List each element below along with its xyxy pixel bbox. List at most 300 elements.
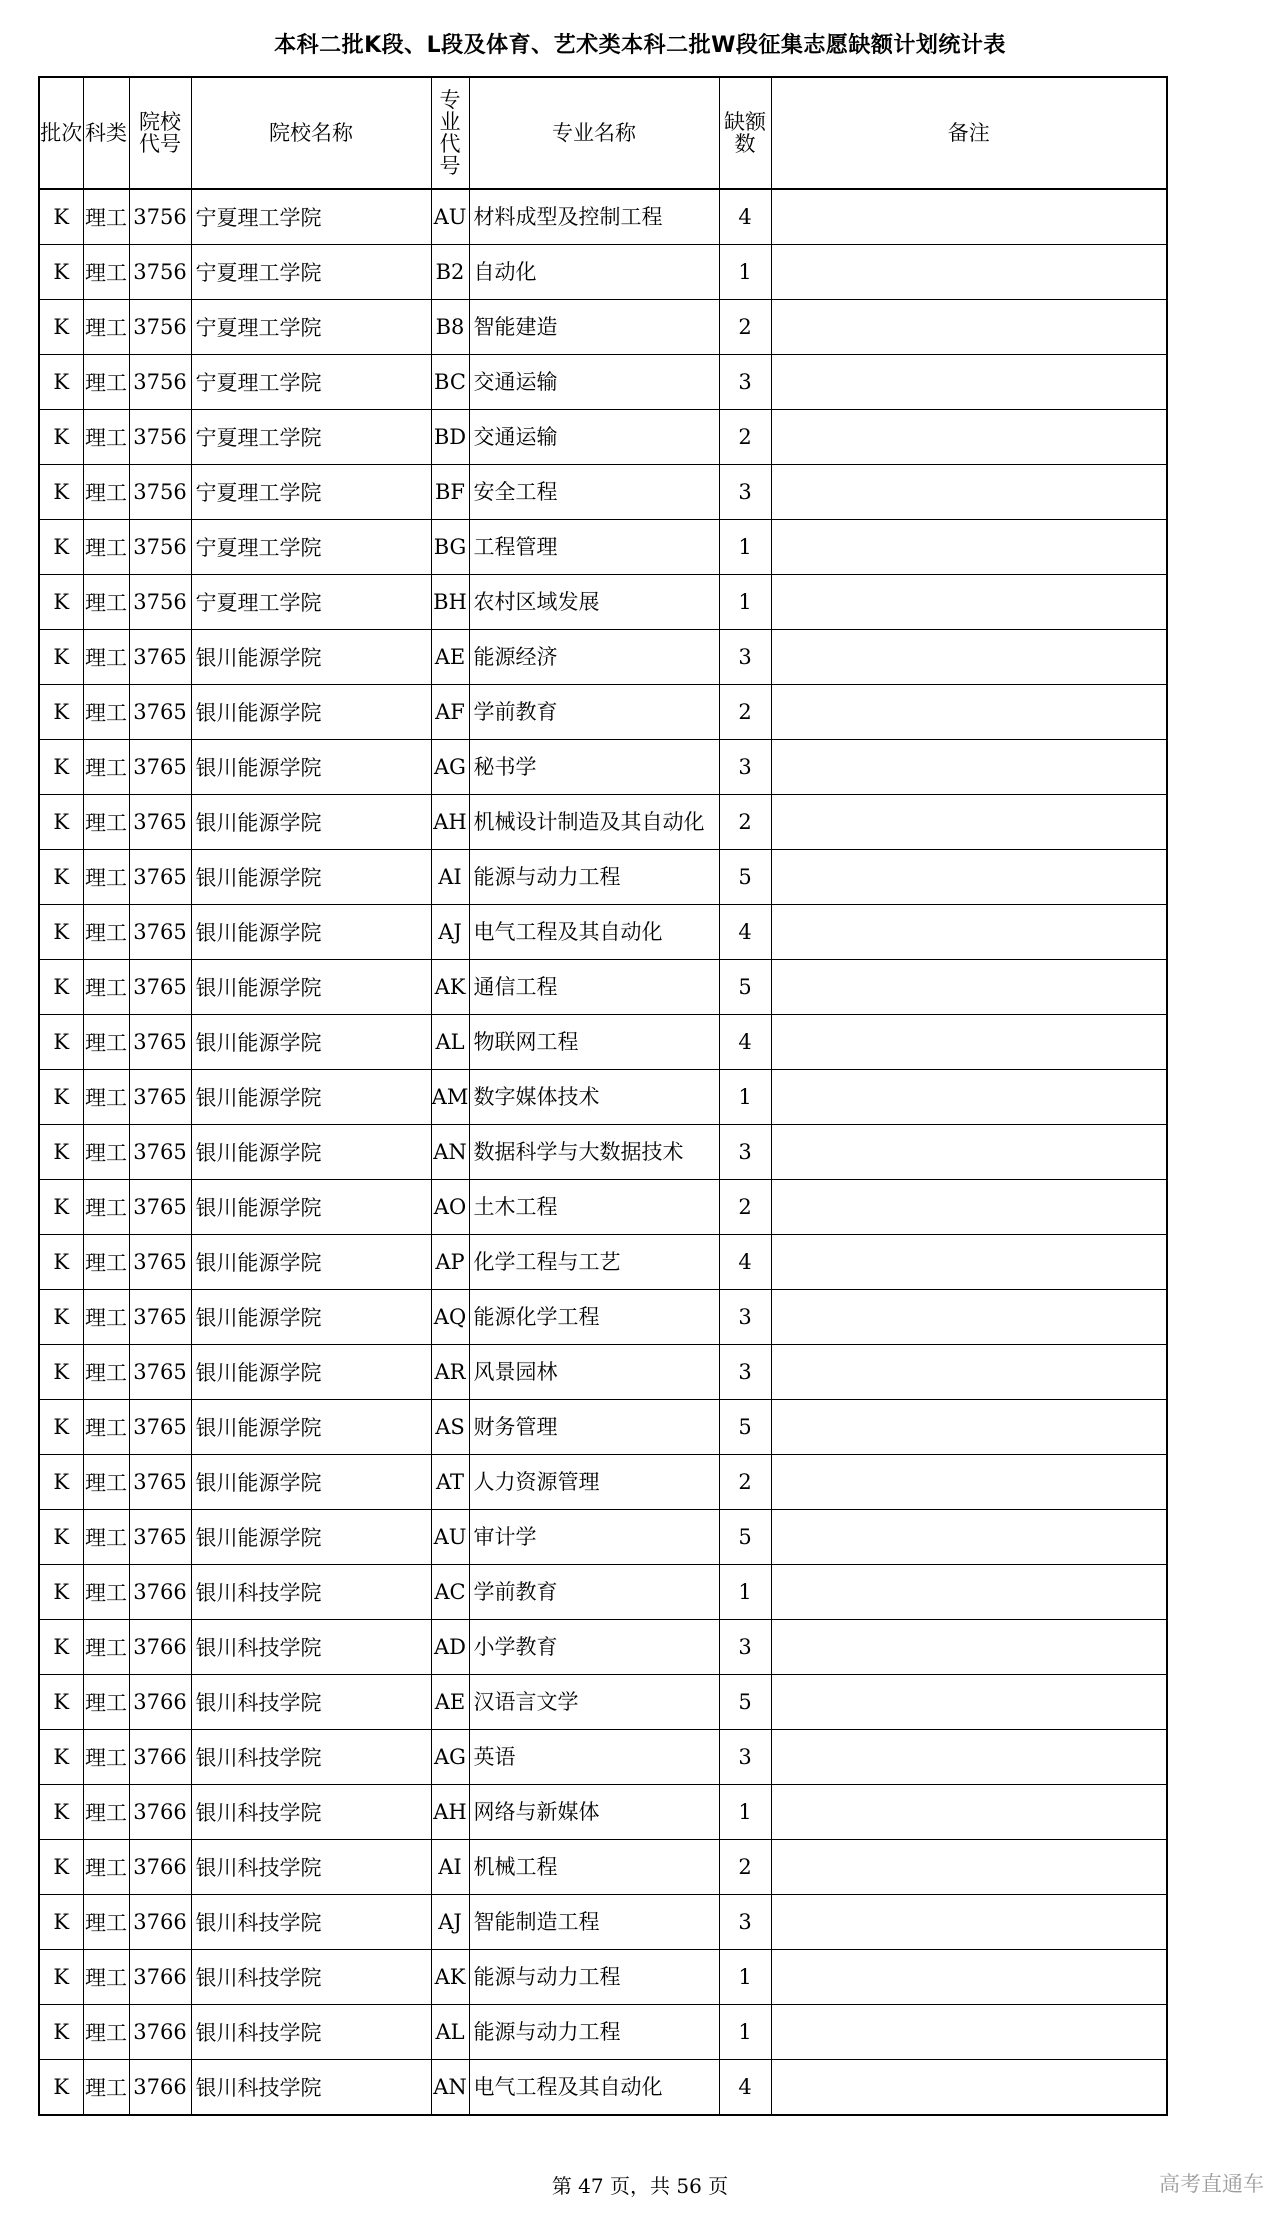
cell-school-code: 3765 <box>129 740 191 795</box>
cell-major-code: AU <box>431 1510 469 1565</box>
cell-category: 理工 <box>83 1180 129 1235</box>
cell-major-name: 能源经济 <box>469 630 719 685</box>
cell-batch: K <box>39 1345 83 1400</box>
cell-remark <box>771 2060 1167 2116</box>
cell-category: 理工 <box>83 1675 129 1730</box>
cell-batch: K <box>39 905 83 960</box>
cell-remark <box>771 1675 1167 1730</box>
cell-batch: K <box>39 1235 83 1290</box>
cell-school-name: 宁夏理工学院 <box>191 189 431 245</box>
cell-school-name: 银川科技学院 <box>191 1950 431 2005</box>
cell-school-name: 宁夏理工学院 <box>191 355 431 410</box>
document-title: 本科二批K段、L段及体育、艺术类本科二批W段征集志愿缺额计划统计表 <box>274 33 1006 58</box>
cell-category: 理工 <box>83 1785 129 1840</box>
vacancy-table <box>38 76 1168 2116</box>
cell-school-code: 3766 <box>129 1620 191 1675</box>
cell-category: 理工 <box>83 630 129 685</box>
cell-major-name: 数字媒体技术 <box>469 1070 719 1125</box>
cell-batch: K <box>39 520 83 575</box>
table-body <box>39 189 1167 2115</box>
cell-major-code: BC <box>431 355 469 410</box>
cell-major-code: AN <box>431 1125 469 1180</box>
table-row <box>39 1235 1167 1290</box>
cell-major-code: AC <box>431 1565 469 1620</box>
cell-school-name: 银川能源学院 <box>191 685 431 740</box>
table-row <box>39 1785 1167 1840</box>
cell-school-code: 3766 <box>129 1675 191 1730</box>
cell-school-name: 银川科技学院 <box>191 2060 431 2116</box>
cell-major-name: 通信工程 <box>469 960 719 1015</box>
cell-major-name: 机械设计制造及其自动化 <box>469 795 719 850</box>
cell-school-code: 3765 <box>129 905 191 960</box>
cell-major-code: B8 <box>431 300 469 355</box>
cell-vacancy: 3 <box>719 1620 771 1675</box>
cell-major-code: AU <box>431 189 469 245</box>
cell-batch: K <box>39 1675 83 1730</box>
cell-vacancy: 4 <box>719 1235 771 1290</box>
cell-major-code: BF <box>431 465 469 520</box>
table-row <box>39 1950 1167 2005</box>
cell-batch: K <box>39 1785 83 1840</box>
cell-school-name: 银川能源学院 <box>191 1455 431 1510</box>
table-row <box>39 2005 1167 2060</box>
cell-major-code: AG <box>431 740 469 795</box>
cell-vacancy: 2 <box>719 795 771 850</box>
cell-remark <box>771 1785 1167 1840</box>
cell-remark <box>771 1455 1167 1510</box>
cell-remark <box>771 1290 1167 1345</box>
cell-major-code: AR <box>431 1345 469 1400</box>
header-remark: 备注 <box>771 77 1167 189</box>
cell-category: 理工 <box>83 1950 129 2005</box>
cell-major-code: AJ <box>431 1895 469 1950</box>
cell-vacancy: 3 <box>719 1125 771 1180</box>
cell-major-name: 学前教育 <box>469 685 719 740</box>
cell-vacancy: 1 <box>719 520 771 575</box>
cell-batch: K <box>39 1070 83 1125</box>
cell-school-code: 3756 <box>129 520 191 575</box>
cell-remark <box>771 1950 1167 2005</box>
cell-category: 理工 <box>83 1840 129 1895</box>
cell-school-code: 3765 <box>129 850 191 905</box>
cell-major-name: 工程管理 <box>469 520 719 575</box>
table-row <box>39 905 1167 960</box>
cell-batch: K <box>39 575 83 630</box>
cell-school-name: 银川能源学院 <box>191 960 431 1015</box>
cell-school-code: 3765 <box>129 630 191 685</box>
cell-remark <box>771 1565 1167 1620</box>
cell-major-code: AS <box>431 1400 469 1455</box>
table-row <box>39 1180 1167 1235</box>
cell-major-name: 学前教育 <box>469 1565 719 1620</box>
cell-school-code: 3765 <box>129 1455 191 1510</box>
table-row <box>39 1455 1167 1510</box>
header-school-name: 院校名称 <box>191 77 431 189</box>
cell-category: 理工 <box>83 1455 129 1510</box>
table-row <box>39 850 1167 905</box>
cell-batch: K <box>39 300 83 355</box>
cell-school-name: 银川能源学院 <box>191 1125 431 1180</box>
cell-major-code: AJ <box>431 905 469 960</box>
cell-remark <box>771 575 1167 630</box>
cell-major-name: 审计学 <box>469 1510 719 1565</box>
cell-major-code: AL <box>431 2005 469 2060</box>
cell-major-name: 数据科学与大数据技术 <box>469 1125 719 1180</box>
cell-category: 理工 <box>83 740 129 795</box>
cell-school-name: 银川能源学院 <box>191 1345 431 1400</box>
cell-remark <box>771 1015 1167 1070</box>
table-row <box>39 410 1167 465</box>
cell-major-name: 汉语言文学 <box>469 1675 719 1730</box>
cell-remark <box>771 630 1167 685</box>
cell-school-code: 3756 <box>129 465 191 520</box>
cell-category: 理工 <box>83 795 129 850</box>
cell-category: 理工 <box>83 410 129 465</box>
cell-batch: K <box>39 685 83 740</box>
cell-category: 理工 <box>83 850 129 905</box>
cell-batch: K <box>39 795 83 850</box>
cell-vacancy: 4 <box>719 1015 771 1070</box>
cell-batch: K <box>39 355 83 410</box>
cell-batch: K <box>39 189 83 245</box>
cell-school-code: 3765 <box>129 1345 191 1400</box>
cell-school-name: 银川能源学院 <box>191 1235 431 1290</box>
cell-major-name: 智能制造工程 <box>469 1895 719 1950</box>
cell-school-code: 3765 <box>129 960 191 1015</box>
cell-remark <box>771 2005 1167 2060</box>
cell-major-code: BH <box>431 575 469 630</box>
cell-school-name: 银川科技学院 <box>191 1840 431 1895</box>
cell-school-code: 3756 <box>129 410 191 465</box>
cell-school-name: 银川能源学院 <box>191 1070 431 1125</box>
cell-category: 理工 <box>83 2060 129 2116</box>
cell-vacancy: 1 <box>719 1070 771 1125</box>
table-row <box>39 1510 1167 1565</box>
cell-school-code: 3765 <box>129 1180 191 1235</box>
cell-batch: K <box>39 2005 83 2060</box>
cell-school-code: 3765 <box>129 1125 191 1180</box>
cell-vacancy: 3 <box>719 1895 771 1950</box>
cell-major-name: 智能建造 <box>469 300 719 355</box>
table-row <box>39 1070 1167 1125</box>
cell-major-code: AK <box>431 960 469 1015</box>
cell-school-name: 银川科技学院 <box>191 1895 431 1950</box>
cell-school-name: 银川能源学院 <box>191 1510 431 1565</box>
cell-major-code: AI <box>431 850 469 905</box>
cell-major-name: 风景园林 <box>469 1345 719 1400</box>
table-row <box>39 630 1167 685</box>
cell-vacancy: 1 <box>719 245 771 300</box>
cell-batch: K <box>39 1290 83 1345</box>
cell-school-code: 3766 <box>129 1785 191 1840</box>
cell-school-code: 3756 <box>129 300 191 355</box>
header-major-code: 专业代号 <box>431 77 469 189</box>
cell-major-name: 能源化学工程 <box>469 1290 719 1345</box>
cell-remark <box>771 685 1167 740</box>
table-row <box>39 355 1167 410</box>
cell-remark <box>771 1345 1167 1400</box>
cell-major-name: 秘书学 <box>469 740 719 795</box>
cell-major-code: AG <box>431 1730 469 1785</box>
cell-remark <box>771 1730 1167 1785</box>
cell-major-code: AL <box>431 1015 469 1070</box>
cell-school-code: 3765 <box>129 1070 191 1125</box>
table-row <box>39 1620 1167 1675</box>
cell-category: 理工 <box>83 300 129 355</box>
cell-school-code: 3766 <box>129 1730 191 1785</box>
cell-major-name: 电气工程及其自动化 <box>469 905 719 960</box>
cell-remark <box>771 960 1167 1015</box>
cell-category: 理工 <box>83 2005 129 2060</box>
cell-category: 理工 <box>83 465 129 520</box>
cell-major-name: 小学教育 <box>469 1620 719 1675</box>
cell-major-code: BG <box>431 520 469 575</box>
cell-school-code: 3766 <box>129 1950 191 2005</box>
cell-batch: K <box>39 2060 83 2116</box>
cell-major-name: 自动化 <box>469 245 719 300</box>
table-row <box>39 1730 1167 1785</box>
cell-category: 理工 <box>83 905 129 960</box>
cell-category: 理工 <box>83 1730 129 1785</box>
cell-major-name: 能源与动力工程 <box>469 2005 719 2060</box>
cell-school-code: 3766 <box>129 1895 191 1950</box>
table-row <box>39 520 1167 575</box>
cell-remark <box>771 1895 1167 1950</box>
cell-major-name: 英语 <box>469 1730 719 1785</box>
cell-vacancy: 1 <box>719 1785 771 1840</box>
cell-vacancy: 2 <box>719 410 771 465</box>
table-row <box>39 465 1167 520</box>
cell-batch: K <box>39 245 83 300</box>
cell-batch: K <box>39 1840 83 1895</box>
cell-category: 理工 <box>83 1620 129 1675</box>
cell-major-name: 化学工程与工艺 <box>469 1235 719 1290</box>
table-row <box>39 575 1167 630</box>
cell-school-code: 3765 <box>129 685 191 740</box>
cell-school-name: 宁夏理工学院 <box>191 465 431 520</box>
cell-remark <box>771 795 1167 850</box>
cell-category: 理工 <box>83 355 129 410</box>
cell-vacancy: 3 <box>719 355 771 410</box>
cell-vacancy: 5 <box>719 1510 771 1565</box>
cell-major-code: BD <box>431 410 469 465</box>
cell-vacancy: 2 <box>719 685 771 740</box>
cell-vacancy: 2 <box>719 300 771 355</box>
cell-category: 理工 <box>83 1345 129 1400</box>
table-row <box>39 1565 1167 1620</box>
cell-remark <box>771 520 1167 575</box>
cell-school-name: 银川科技学院 <box>191 1675 431 1730</box>
cell-school-name: 宁夏理工学院 <box>191 575 431 630</box>
table-row <box>39 1675 1167 1730</box>
cell-batch: K <box>39 1895 83 1950</box>
cell-school-code: 3765 <box>129 1235 191 1290</box>
watermark: 高考直通车 <box>1159 2172 1264 2196</box>
cell-major-name: 农村区域发展 <box>469 575 719 630</box>
cell-school-name: 银川能源学院 <box>191 795 431 850</box>
table-row <box>39 1125 1167 1180</box>
table-row <box>39 1895 1167 1950</box>
cell-category: 理工 <box>83 1290 129 1345</box>
cell-major-name: 物联网工程 <box>469 1015 719 1070</box>
cell-remark <box>771 1620 1167 1675</box>
cell-school-code: 3766 <box>129 1565 191 1620</box>
cell-vacancy: 1 <box>719 1565 771 1620</box>
cell-school-code: 3765 <box>129 1290 191 1345</box>
cell-vacancy: 1 <box>719 575 771 630</box>
cell-school-name: 宁夏理工学院 <box>191 410 431 465</box>
cell-school-name: 银川能源学院 <box>191 740 431 795</box>
header-vacancy: 缺额数 <box>719 77 771 189</box>
cell-batch: K <box>39 410 83 465</box>
cell-major-code: AT <box>431 1455 469 1510</box>
cell-major-name: 财务管理 <box>469 1400 719 1455</box>
table-row <box>39 300 1167 355</box>
cell-school-code: 3765 <box>129 1015 191 1070</box>
cell-batch: K <box>39 960 83 1015</box>
table-row <box>39 795 1167 850</box>
cell-major-code: AH <box>431 795 469 850</box>
cell-batch: K <box>39 1620 83 1675</box>
cell-major-name: 电气工程及其自动化 <box>469 2060 719 2116</box>
cell-vacancy: 2 <box>719 1455 771 1510</box>
cell-school-name: 银川能源学院 <box>191 1400 431 1455</box>
cell-vacancy: 3 <box>719 740 771 795</box>
cell-major-code: AE <box>431 630 469 685</box>
cell-school-name: 银川能源学院 <box>191 1015 431 1070</box>
cell-major-name: 交通运输 <box>469 355 719 410</box>
cell-category: 理工 <box>83 685 129 740</box>
cell-major-code: AK <box>431 1950 469 2005</box>
cell-category: 理工 <box>83 1565 129 1620</box>
page-number: 第 47 页，共 56 页 <box>551 2174 729 2198</box>
cell-major-code: AF <box>431 685 469 740</box>
table-row <box>39 1015 1167 1070</box>
cell-major-code: AN <box>431 2060 469 2116</box>
cell-category: 理工 <box>83 189 129 245</box>
cell-remark <box>771 1125 1167 1180</box>
cell-remark <box>771 850 1167 905</box>
cell-major-code: AO <box>431 1180 469 1235</box>
cell-major-name: 网络与新媒体 <box>469 1785 719 1840</box>
table-row <box>39 2060 1167 2116</box>
table-row <box>39 1400 1167 1455</box>
cell-vacancy: 1 <box>719 1950 771 2005</box>
cell-vacancy: 2 <box>719 1840 771 1895</box>
cell-vacancy: 1 <box>719 2005 771 2060</box>
cell-school-name: 银川科技学院 <box>191 1785 431 1840</box>
cell-school-code: 3766 <box>129 1840 191 1895</box>
cell-remark <box>771 300 1167 355</box>
cell-category: 理工 <box>83 1235 129 1290</box>
cell-major-name: 能源与动力工程 <box>469 850 719 905</box>
cell-school-name: 银川能源学院 <box>191 1180 431 1235</box>
cell-major-code: AI <box>431 1840 469 1895</box>
cell-category: 理工 <box>83 245 129 300</box>
cell-school-code: 3756 <box>129 189 191 245</box>
table-row <box>39 685 1167 740</box>
cell-school-code: 3766 <box>129 2060 191 2116</box>
cell-batch: K <box>39 1015 83 1070</box>
cell-vacancy: 3 <box>719 1290 771 1345</box>
cell-school-name: 银川能源学院 <box>191 905 431 960</box>
cell-major-name: 土木工程 <box>469 1180 719 1235</box>
cell-batch: K <box>39 1730 83 1785</box>
cell-remark <box>771 905 1167 960</box>
cell-vacancy: 4 <box>719 2060 771 2116</box>
cell-remark <box>771 245 1167 300</box>
cell-major-name: 安全工程 <box>469 465 719 520</box>
cell-school-code: 3765 <box>129 1510 191 1565</box>
cell-batch: K <box>39 1180 83 1235</box>
cell-batch: K <box>39 1950 83 2005</box>
cell-category: 理工 <box>83 1895 129 1950</box>
cell-remark <box>771 1400 1167 1455</box>
header-major-name: 专业名称 <box>469 77 719 189</box>
cell-school-name: 银川科技学院 <box>191 2005 431 2060</box>
cell-category: 理工 <box>83 960 129 1015</box>
cell-vacancy: 3 <box>719 1730 771 1785</box>
cell-major-code: AE <box>431 1675 469 1730</box>
cell-major-name: 交通运输 <box>469 410 719 465</box>
cell-category: 理工 <box>83 1070 129 1125</box>
cell-category: 理工 <box>83 1015 129 1070</box>
cell-remark <box>771 410 1167 465</box>
cell-category: 理工 <box>83 1510 129 1565</box>
cell-batch: K <box>39 850 83 905</box>
cell-school-code: 3766 <box>129 2005 191 2060</box>
header-category: 科类 <box>83 77 129 189</box>
table-row <box>39 245 1167 300</box>
cell-vacancy: 2 <box>719 1180 771 1235</box>
cell-school-name: 银川能源学院 <box>191 630 431 685</box>
cell-vacancy: 5 <box>719 1400 771 1455</box>
cell-batch: K <box>39 1510 83 1565</box>
cell-major-code: AM <box>431 1070 469 1125</box>
table-row <box>39 1840 1167 1895</box>
cell-school-code: 3756 <box>129 355 191 410</box>
cell-school-name: 宁夏理工学院 <box>191 300 431 355</box>
cell-remark <box>771 1180 1167 1235</box>
cell-batch: K <box>39 1125 83 1180</box>
cell-remark <box>771 1070 1167 1125</box>
cell-major-name: 能源与动力工程 <box>469 1950 719 2005</box>
cell-school-name: 银川科技学院 <box>191 1730 431 1785</box>
cell-batch: K <box>39 630 83 685</box>
cell-category: 理工 <box>83 1400 129 1455</box>
cell-major-code: AQ <box>431 1290 469 1345</box>
cell-remark <box>771 465 1167 520</box>
cell-batch: K <box>39 1400 83 1455</box>
cell-school-name: 银川科技学院 <box>191 1565 431 1620</box>
cell-vacancy: 3 <box>719 630 771 685</box>
cell-remark <box>771 1840 1167 1895</box>
cell-vacancy: 4 <box>719 905 771 960</box>
cell-major-code: AH <box>431 1785 469 1840</box>
cell-remark <box>771 1235 1167 1290</box>
cell-school-code: 3765 <box>129 795 191 850</box>
cell-vacancy: 5 <box>719 850 771 905</box>
cell-batch: K <box>39 465 83 520</box>
cell-school-name: 宁夏理工学院 <box>191 245 431 300</box>
cell-school-code: 3765 <box>129 1400 191 1455</box>
cell-vacancy: 5 <box>719 960 771 1015</box>
cell-remark <box>771 355 1167 410</box>
cell-school-name: 银川科技学院 <box>191 1620 431 1675</box>
table-row <box>39 1290 1167 1345</box>
cell-remark <box>771 189 1167 245</box>
cell-major-name: 机械工程 <box>469 1840 719 1895</box>
